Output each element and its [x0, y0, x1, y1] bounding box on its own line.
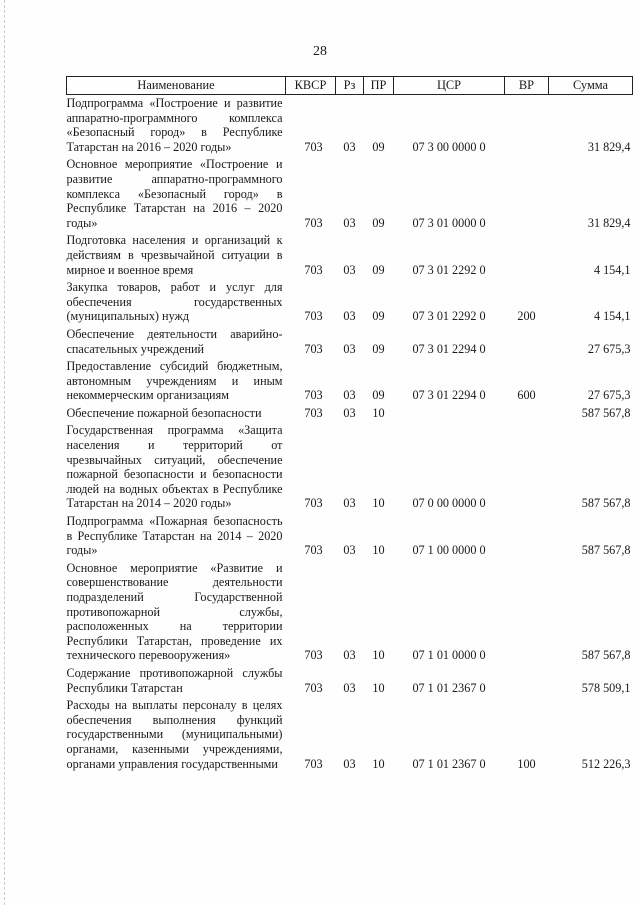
- cell-kvsr: 703: [304, 756, 323, 771]
- cell-rz: 03: [343, 341, 356, 356]
- table-row: [67, 513, 633, 560]
- cell-rz: 03: [343, 262, 356, 277]
- cell-vr: [505, 405, 549, 423]
- cell-kvsr: 703: [304, 388, 323, 403]
- cell-csr: 07 1 00 0000 0: [412, 543, 486, 558]
- cell-vr: 100: [517, 756, 536, 771]
- cell-kvsr: 703: [304, 215, 323, 230]
- cell-rz: 03: [343, 405, 356, 420]
- cell-sum: 587 567,8: [581, 496, 631, 511]
- cell-pr: 10: [372, 543, 385, 558]
- cell-pr: 09: [372, 309, 385, 324]
- table-row: [67, 95, 633, 157]
- cell-pr: 09: [372, 262, 385, 277]
- cell-sum: 4 154,1: [593, 309, 631, 324]
- table-row: [67, 156, 633, 232]
- cell-vr: [505, 95, 549, 157]
- cell-kvsr: 703: [304, 496, 323, 511]
- cell-pr: 10: [372, 648, 385, 663]
- cell-kvsr: 703: [304, 341, 323, 356]
- table-row: [67, 279, 633, 326]
- table-row: [67, 358, 633, 405]
- cell-sum: 27 675,3: [587, 341, 631, 356]
- header-rz: Рз: [336, 77, 364, 95]
- cell-sum: 578 509,1: [581, 680, 631, 695]
- cell-pr: 09: [372, 139, 385, 154]
- page-number: 28: [313, 44, 327, 59]
- table-row: [67, 405, 633, 423]
- cell-vr: 200: [517, 309, 536, 324]
- table-row: [67, 697, 633, 773]
- cell-vr: [505, 665, 549, 697]
- cell-name: Подготовка населения и организаций к действиям в чрезвычайной ситуации в мирное и военное время: [66, 233, 283, 277]
- cell-csr: [394, 405, 505, 423]
- cell-rz: 03: [343, 139, 356, 154]
- header-pr: ПР: [364, 77, 394, 95]
- cell-sum: 27 675,3: [587, 388, 631, 403]
- cell-pr: 10: [372, 756, 385, 771]
- cell-sum: 587 567,8: [581, 405, 631, 420]
- table-header: [67, 77, 633, 95]
- cell-csr: 07 1 01 2367 0: [412, 756, 486, 771]
- cell-csr: 07 3 00 0000 0: [412, 139, 486, 154]
- cell-sum: 31 829,4: [587, 139, 631, 154]
- cell-pr: 10: [372, 680, 385, 695]
- cell-csr: 07 3 01 2292 0: [412, 262, 486, 277]
- table-row: [67, 232, 633, 279]
- cell-pr: 09: [372, 215, 385, 230]
- header-name: Наименование: [67, 77, 286, 95]
- cell-csr: 07 3 01 2292 0: [412, 309, 486, 324]
- table-body: [67, 95, 633, 774]
- cell-name: Государственная программа «Защита населения и территорий от чрезвычайных ситуаций, обеспечение пожарной безопасности и безопасности людей на водных объектах в Республике Татарстан на 2014 – 2020 годы»: [66, 423, 283, 511]
- table-row: [67, 326, 633, 358]
- cell-csr: 07 1 01 0000 0: [412, 648, 486, 663]
- scan-edge-marks: [4, 0, 9, 905]
- cell-sum: 4 154,1: [593, 262, 631, 277]
- cell-rz: 03: [343, 215, 356, 230]
- header-vr: ВР: [505, 77, 549, 95]
- cell-csr: 07 3 01 0000 0: [412, 215, 486, 230]
- cell-kvsr: 703: [304, 680, 323, 695]
- cell-vr: [505, 560, 549, 665]
- header-sum: Сумма: [549, 77, 633, 95]
- cell-rz: 03: [343, 756, 356, 771]
- cell-kvsr: 703: [304, 309, 323, 324]
- cell-pr: 10: [372, 405, 385, 420]
- cell-sum: 512 226,3: [581, 756, 631, 771]
- cell-name: Обеспечение деятельности аварийно-спасательных учреждений: [66, 326, 283, 356]
- cell-sum: 587 567,8: [581, 543, 631, 558]
- cell-kvsr: 703: [304, 405, 323, 420]
- table-row: [67, 422, 633, 513]
- cell-csr: 07 1 01 2367 0: [412, 680, 486, 695]
- cell-kvsr: 703: [304, 262, 323, 277]
- header-csr: ЦСР: [394, 77, 505, 95]
- cell-name: Основное мероприятие «Развитие и совершенствование деятельности подразделений Государственной противопожарной службы, расположенных на территории Республики Татарстан, проведение их технического перевооружения»: [66, 560, 283, 663]
- cell-vr: [505, 422, 549, 513]
- cell-rz: 03: [343, 648, 356, 663]
- budget-table: [66, 76, 633, 773]
- cell-csr: 07 3 01 2294 0: [412, 388, 486, 403]
- cell-sum: 587 567,8: [581, 648, 631, 663]
- cell-rz: 03: [343, 680, 356, 695]
- cell-pr: 09: [372, 341, 385, 356]
- cell-csr: 07 3 01 2294 0: [412, 341, 486, 356]
- cell-name: Расходы на выплаты персоналу в целях обеспечения выполнения функций государственными (муниципальными) органами, казенными учреждениями, органами управления государственными: [66, 698, 283, 771]
- cell-vr: [505, 156, 549, 232]
- table-row: [67, 665, 633, 697]
- cell-name: Подпрограмма «Пожарная безопасность в Республике Татарстан на 2014 – 2020 годы»: [66, 514, 283, 558]
- cell-csr: 07 0 00 0000 0: [412, 496, 486, 511]
- cell-rz: 03: [343, 388, 356, 403]
- cell-kvsr: 703: [304, 648, 323, 663]
- cell-sum: 31 829,4: [587, 215, 631, 230]
- cell-name: Обеспечение пожарной безопасности: [66, 405, 262, 420]
- cell-rz: 03: [343, 543, 356, 558]
- cell-pr: 09: [372, 388, 385, 403]
- cell-name: Основное мероприятие «Построение и развитие аппаратно-программного комплекса «Безопасный город» в Республике Татарстан на 2016 – 2020 годы»: [66, 157, 283, 230]
- cell-name: Подпрограмма «Построение и развитие аппаратно-программного комплекса «Безопасный город» в Республике Татарстан на 2016 – 2020 годы»: [66, 96, 283, 154]
- cell-vr: [505, 326, 549, 358]
- table-row: [67, 560, 633, 665]
- cell-kvsr: 703: [304, 139, 323, 154]
- cell-vr: [505, 513, 549, 560]
- cell-name: Закупка товаров, работ и услуг для обеспечения государственных (муниципальных) нужд: [66, 280, 283, 324]
- header-kvsr: КВСР: [286, 77, 336, 95]
- cell-vr: [505, 232, 549, 279]
- cell-pr: 10: [372, 496, 385, 511]
- cell-rz: 03: [343, 496, 356, 511]
- cell-name: Содержание противопожарной службы Республики Татарстан: [66, 665, 283, 695]
- cell-vr: 600: [517, 388, 536, 403]
- cell-kvsr: 703: [304, 543, 323, 558]
- cell-rz: 03: [343, 309, 356, 324]
- cell-name: Предоставление субсидий бюджетным, автономным учреждениям и иным некоммерческим организациям: [66, 359, 283, 403]
